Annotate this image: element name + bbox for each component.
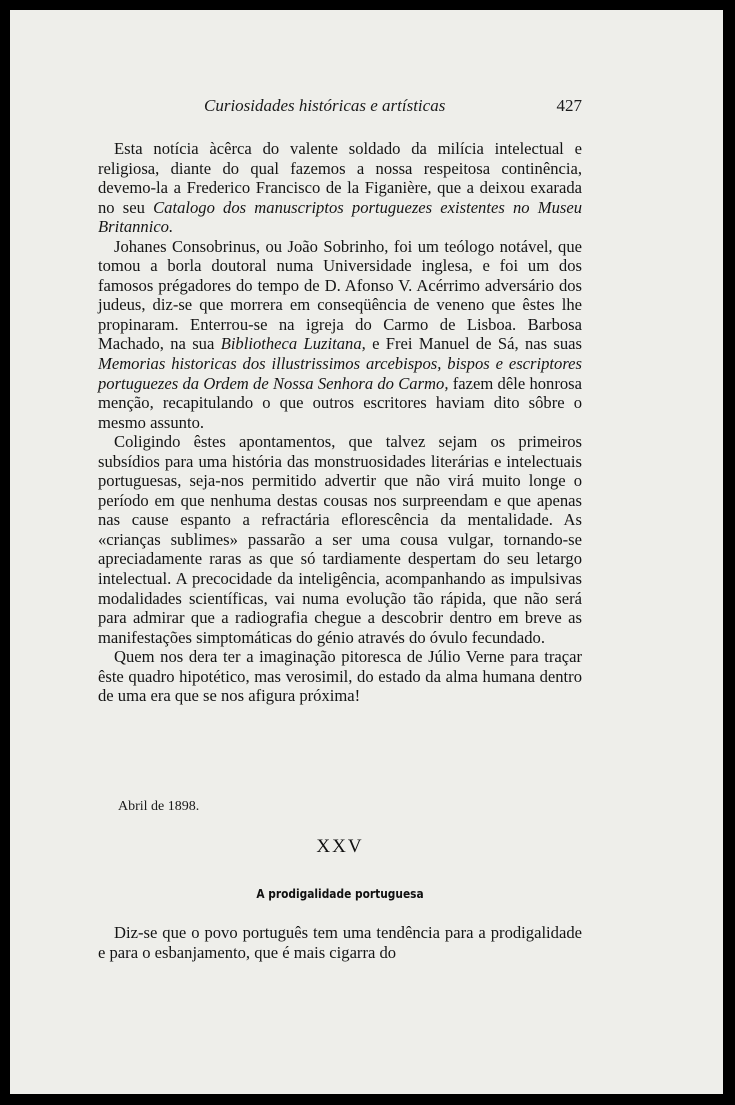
running-title: Curiosidades históricas e artísticas — [204, 96, 446, 115]
paragraph-3: Coligindo êstes apontamentos, que talvez sejam os primeiros subsídios para uma história das monstruosidades literárias e intelectuais portuguesas, seja-nos permitido advertir que não virá muito longe o período em que nenhuma destas cousas nos surpreendam e que apenas nas cause espanto a refractária eflorescência da mentalidade. As «crianças sublimes» passarão a ser uma cousa vulgar, tornando-se apreciadamente raras as que só tardiamente despertam do seu letargo intelectual. A precocidade da inteligência, acompanhando as impulsivas modalidades scientíficas, vai numa evolução tão rápida, que não será para admirar que a radiografia chegue a descobrir dentro em breve as manifestações simptomáticas do génio através do óvulo fecundado. — [98, 432, 582, 647]
chapter-title: A prodigalidade portuguesa — [256, 886, 424, 901]
paragraph-2-text-a: Johanes Consobrinus, ou João Sobrinho, foi um teólogo notável, que tomou a borla doutoral numa Universidade inglesa, e foi um dos famosos prégadores do tempo de D. Afonso V. Acérrimo adversário dos judeus, diz-se que morrera em conseqüência de veneno que êstes lhe propinaram. Enterrou-se na igreja do Carmo de Lisboa. Barbosa Machado, na sua — [98, 236, 582, 354]
book-page — [10, 10, 723, 1094]
paragraph-1-italic-title: Catalogo dos manuscriptos portuguezes existentes no Museu Britannico. — [98, 197, 582, 237]
chapter-number: XXV — [316, 836, 364, 857]
body-text-chapter — [98, 923, 582, 962]
paragraph-4: Quem nos dera ter a imaginação pitoresca de Júlio Verne para traçar êste quadro hipotético, mas verosimil, do estado da alma humana dentro de uma era que se nos afigura próxima! — [98, 647, 582, 706]
paragraph-2-text-b: e Frei Manuel de Sá, nas suas — [365, 334, 582, 354]
dateline: Abril de 1898. — [118, 799, 200, 814]
page-number: 427 — [556, 96, 582, 115]
paragraph-1 — [98, 139, 582, 237]
paragraph-2 — [98, 237, 582, 432]
paragraph-5: Diz-se que o povo português tem uma tendência para a prodigalidade e para o esbanjamento, que é mais cigarra do — [98, 923, 582, 962]
paragraph-2-text-c: fazem dêle honrosa menção, recapitulando o que outros escritores haviam dito sôbre o mesmo assunto. — [98, 373, 582, 432]
paragraph-2-italic-b: Memorias historicas dos illustrissimos arcebispos, bispos e escriptores portuguezes da Ordem de Nossa Senhora do Carmo, — [98, 354, 582, 393]
body-text — [98, 139, 582, 706]
paragraph-1-text: Esta notícia àcêrca do valente soldado da milícia intelectual e religiosa, diante do qual fazemos a nossa respeitosa continência, devemo-la a Frederico Francisco de la Figanière, que a deixou exarada no seu — [98, 139, 582, 217]
running-header — [98, 96, 582, 120]
paragraph-2-italic-a: Bibliotheca Luzitana, — [220, 334, 366, 354]
